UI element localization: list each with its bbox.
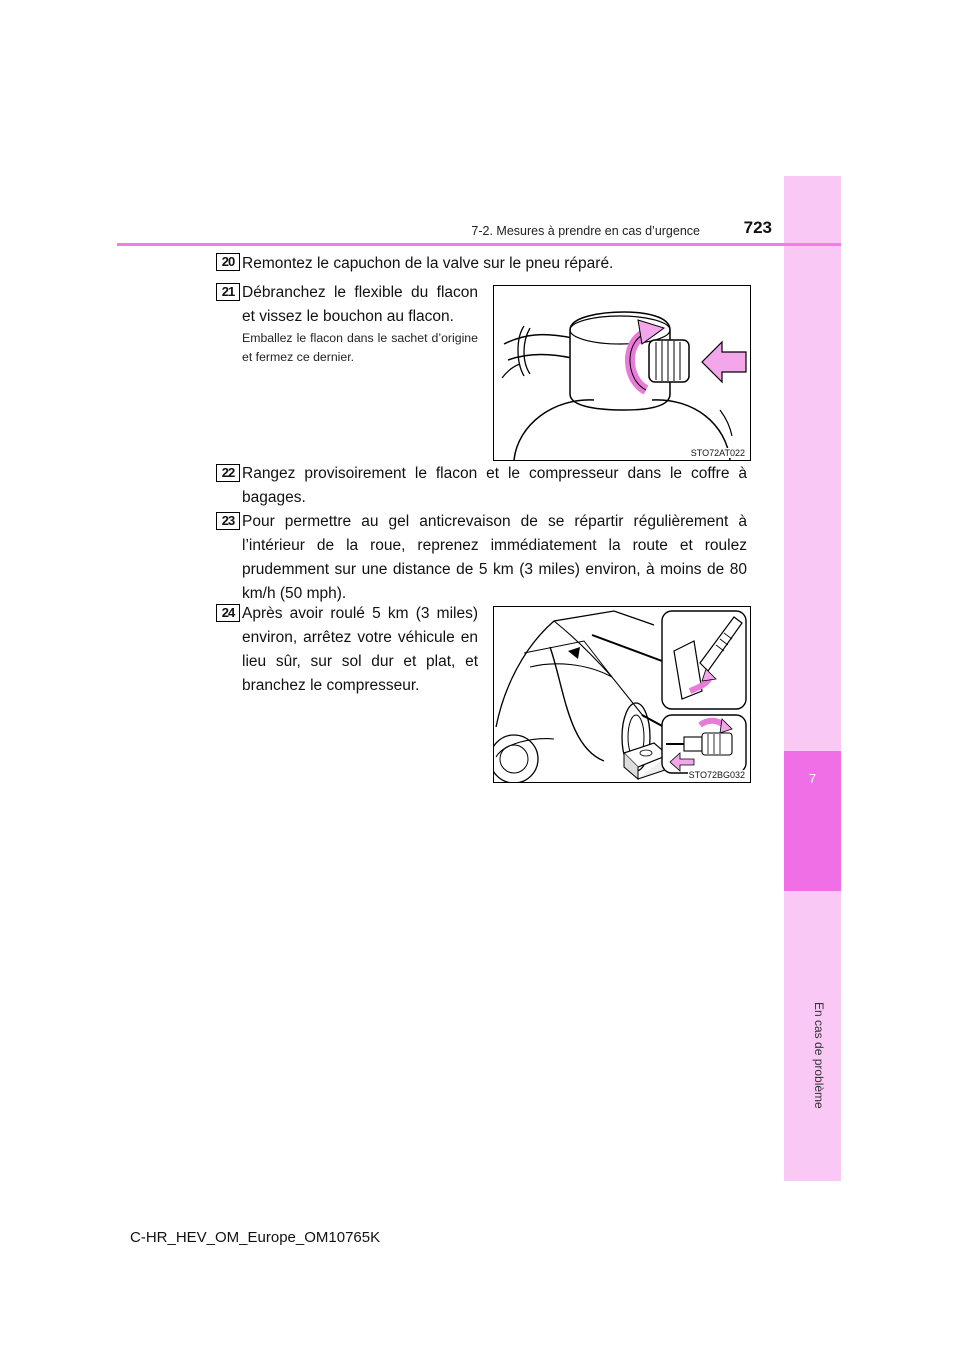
section-title: 7-2. Mesures à prendre en cas d’urgence: [471, 224, 700, 238]
compressor-connection-illustration: [494, 607, 750, 782]
step-text-21: Débranchez le flexible du flacon et vissez le bouchon au flacon.: [242, 284, 478, 325]
page-number: 723: [743, 218, 772, 237]
chapter-number: 7: [808, 771, 817, 786]
header-divider: [117, 243, 841, 246]
figure-code-1: STO72AT022: [690, 448, 745, 458]
figure-bottle-cap: [493, 285, 751, 461]
step-number-22: 22: [216, 464, 240, 482]
step-text-23: Pour permettre au gel anticrevaison de se répartir régulièrement à l’intérieur de la roue, reprenez immédiatement la route et roulez prudemment sur une distance de 5 km (3 miles) environ, à moins de 80 km/h (50 mph).: [242, 513, 747, 602]
step-number-21: 21: [216, 283, 240, 301]
step-note-21: Emballez le flacon dans le sachet d’origine et fermez ce dernier.: [242, 331, 478, 364]
chapter-marker: [784, 751, 841, 891]
chapter-title: En cas de problème: [812, 1002, 826, 1109]
bottle-cap-illustration: [494, 286, 750, 460]
step-number-23: 23: [216, 512, 240, 530]
step-number-20: 20: [216, 253, 240, 271]
figure-code-2: STO72BG032: [688, 770, 745, 780]
step-text-22: Rangez provisoirement le flacon et le compresseur dans le coffre à bagages.: [242, 465, 747, 506]
step-number-24: 24: [216, 604, 240, 622]
step-text-24: Après avoir roulé 5 km (3 miles) environ, arrêtez votre véhicule en lieu sûr, sur sol dur et plat, et branchez le compresseur.: [242, 605, 478, 694]
page-header: [0, 212, 784, 244]
figure-compressor-connection: [493, 606, 751, 783]
chapter-side-tab: [784, 176, 841, 1181]
step-text-20: Remontez le capuchon de la valve sur le pneu réparé.: [242, 255, 614, 272]
document-id: C-HR_HEV_OM_Europe_OM10765K: [130, 1229, 381, 1246]
